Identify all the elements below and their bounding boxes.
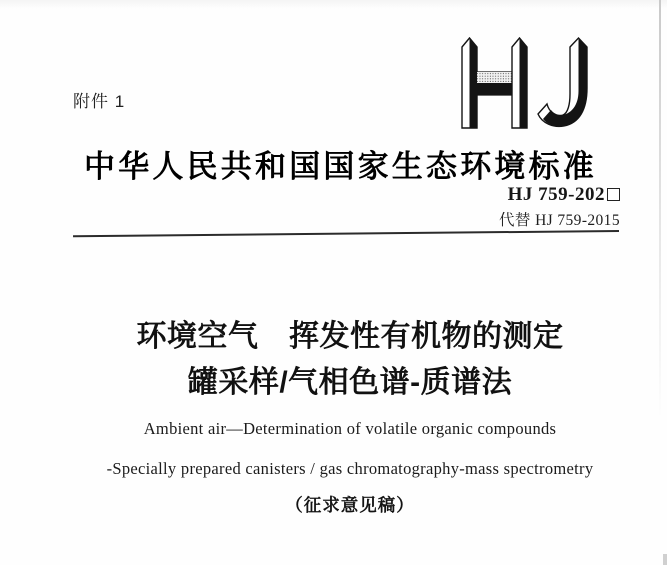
standard-number-block: [499, 184, 620, 230]
replaces-note: 代替 HJ 759-2015: [499, 212, 620, 229]
year-placeholder-box: [607, 188, 620, 201]
attachment-label: 附件 1: [73, 92, 126, 111]
scan-corner-mark: [663, 554, 667, 565]
hj-logo-svg: [458, 36, 590, 130]
standard-number-text: HJ 759-202: [507, 184, 605, 205]
hj-logo-icon: [458, 36, 590, 130]
title-cn-line2: 罐采样/气相色谱-质谱法: [187, 366, 513, 399]
standard-number: [499, 184, 620, 206]
draft-status-note: （征求意见稿）: [285, 495, 415, 515]
header-divider-rule: [73, 230, 619, 238]
title-en-line2: -Specially prepared canisters / gas chromatography-mass spectrometry: [106, 459, 594, 478]
national-standard-heading: 中华人民共和国国家生态环境标准: [84, 149, 597, 184]
title-cn-line1: 环境空气 挥发性有机物的测定: [136, 320, 564, 353]
scan-noise-band: [0, 0, 667, 9]
title-en-line1: Ambient air—Determination of volatile organic compounds: [143, 419, 557, 438]
